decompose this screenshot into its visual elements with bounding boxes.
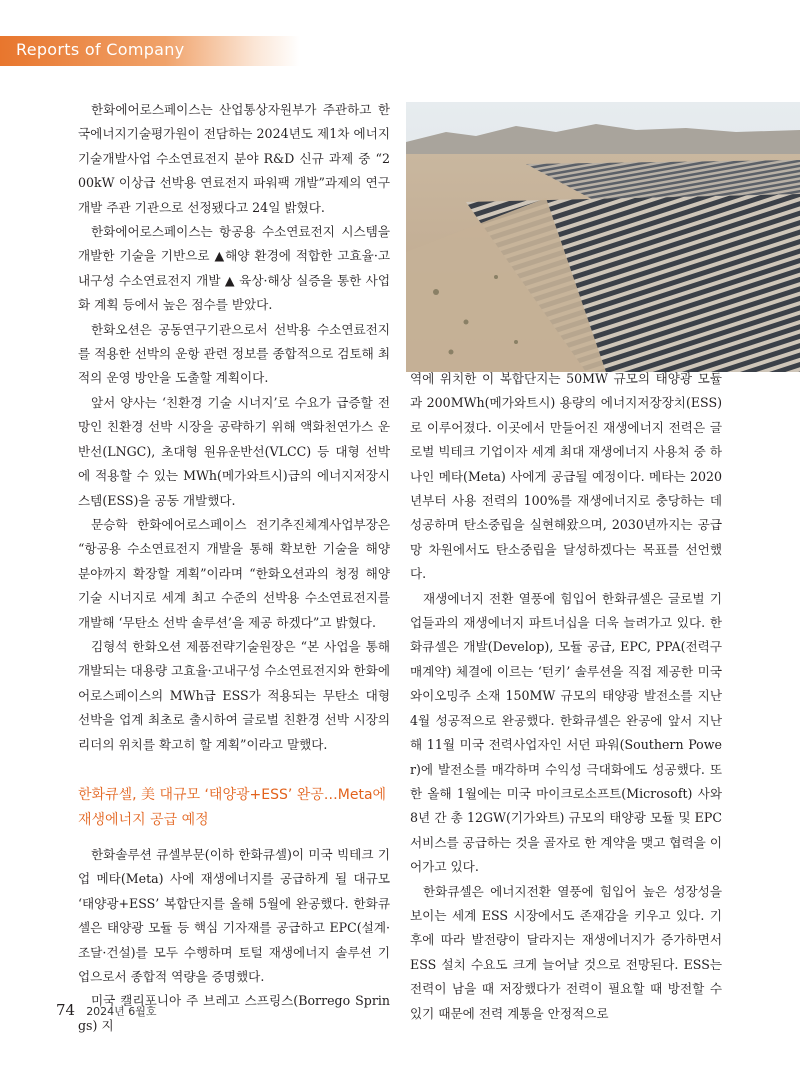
page-footer: [56, 1000, 157, 1019]
issue-date: 2024년 6월호: [86, 1005, 157, 1018]
page-number: 74: [56, 1001, 76, 1019]
paragraph: 문승학 한화에어로스페이스 전기추진체계사업부장은 “항공용 수소연료전지 개발을 통해 확보한 기술을 해양 분야까지 확장할 계획”이라며 “한화오션과의 청정 해양 기술 시너지로 세계 최고 수준의 선박용 수소연료전지를 개발해 ‘무탄소 선박 솔루션’을 제공 하겠다”고 밝혔다.: [78, 516, 390, 630]
paragraph: 한화오션은 공동연구기관으로서 선박용 수소연료전지를 적용한 선박의 운항 관련 정보를 종합적으로 검토해 최적의 운영 방안을 도출할 계획이다.: [78, 321, 390, 386]
solar-farm-aerial-photo: [406, 102, 800, 372]
section-header-bar: [0, 36, 300, 66]
paragraph: 한화에어로스페이스는 항공용 수소연료전지 시스템을 개발한 기술을 기반으로 ▲해양 환경에 적합한 고효율·고내구성 수소연료전지 개발 ▲ 육상·해상 실증을 통한 사업화 계획 등에서 높은 점수를 받았다.: [78, 224, 390, 313]
paragraph: 한화솔루션 큐셀부문(이하 한화큐셀)이 미국 빅테크 기업 메타(Meta) 사에 재생에너지를 공급하게 될 대규모 ‘태양광+ESS’ 복합단지를 올해 5월에 완공했다. 한화큐셀은 태양광 모듈 등 핵심 기자재를 공급하고 EPC(설계·조달·건설)를 모두 수행하며 토털 재생에너지 솔루션 기업으로서 종합적 역량을 증명했다.: [78, 846, 390, 984]
paragraph: 한화큐셀은 에너지전환 열풍에 힘입어 높은 성장성을 보이는 세계 ESS 시장에서도 존재감을 키우고 있다. 기후에 따라 발전량이 달라지는 재생에너지가 증가하면서 ESS 설치 수요도 크게 늘어날 것으로 전망된다. ESS는 전력이 남을 때 저장했다가 전력이 필요할 때 방전할 수 있기 때문에 전력 계통을 안정적으로: [410, 883, 722, 1021]
paragraph: 김형석 한화오션 제품전략기술원장은 “본 사업을 통해 개발되는 대용량 고효율·고내구성 수소연료전지와 한화에어로스페이스의 MWh급 ESS가 적용되는 무탄소 대형 선박을 업계 최초로 출시하여 글로벌 친환경 선박 시장의 리더의 위치를 확고히 할 계획”이라고 말했다.: [78, 638, 390, 752]
paragraph: 앞서 양사는 ‘친환경 기술 시너지’로 수요가 급증할 전망인 친환경 선박 시장을 공략하기 위해 액화천연가스 운반선(LNGC), 초대형 원유운반선(VLCC) 등 대형 선박에 적용할 수 있는 MWh(메가와트시)급의 에너지저장시스템(ESS)을 공동 개발했다.: [78, 394, 390, 508]
right-column: [410, 367, 722, 1026]
left-column: [78, 98, 390, 1038]
paragraph: 역에 위치한 이 복합단지는 50MW 규모의 태양광 모듈과 200MWh(메가와트시) 용량의 에너지저장장치(ESS)로 이루어졌다. 이곳에서 만들어진 재생에너지 전력은 글로벌 빅테크 기업이자 세계 최대 재생에너지 사용처 중 하나인 메타(Meta) 사에게 공급될 예정이다. 메타는 2020년부터 사용 전력의 100%를 재생에너지로 충당하는 데 성공하며 탄소중립을 실현해왔으며, 2030년까지는 공급망 차원에서도 탄소중립을 달성하겠다는 목표를 선언했다.: [410, 371, 722, 582]
paragraph: 재생에너지 전환 열풍에 힘입어 한화큐셀은 글로벌 기업들과의 재생에너지 파트너십을 더욱 늘려가고 있다. 한화큐셀은 개발(Develop), 모듈 공급, EPC, PPA(전력구매계약) 체결에 이르는 ‘턴키’ 솔루션을 직접 제공한 미국 와이오밍주 소재 150MW 규모의 태양광 발전소를 지난 4월 성공적으로 완공했다. 한화큐셀은 완공에 앞서 지난해 11월 미국 전력사업자인 서던 파워(Southern Power)에 발전소를 매각하며 수익성 극대화에도 성공했다. 또한 올해 1월에는 미국 마이크로소프트(Microsoft) 사와 8년 간 총 12GW(기가와트) 규모의 태양광 모듈 및 EPC 서비스를 공급하는 것을 골자로 한 계약을 맺고 협력을 이어가고 있다.: [410, 590, 722, 875]
paragraph: 한화에어로스페이스는 산업통상자원부가 주관하고 한국에너지기술평가원이 전담하는 2024년도 제1차 에너지기술개발사업 수소연료전지 분야 R&D 신규 과제 중 “200kW 이상급 선박용 연료전지 파워팩 개발”과제의 연구개발 주관 기관으로 선정됐다고 24일 밝혔다.: [78, 102, 390, 215]
solar-farm-icon: [406, 102, 800, 372]
article-subheading: 한화큐셀, 美 대규모 ‘태양광+ESS’ 완공…Meta에 재생에너지 공급 예정: [78, 786, 387, 828]
paragraph: 미국 캘리포니아 주 브레고 스프링스(Borrego Springs) 지: [78, 993, 390, 1033]
section-title: Reports of Company: [16, 40, 185, 59]
